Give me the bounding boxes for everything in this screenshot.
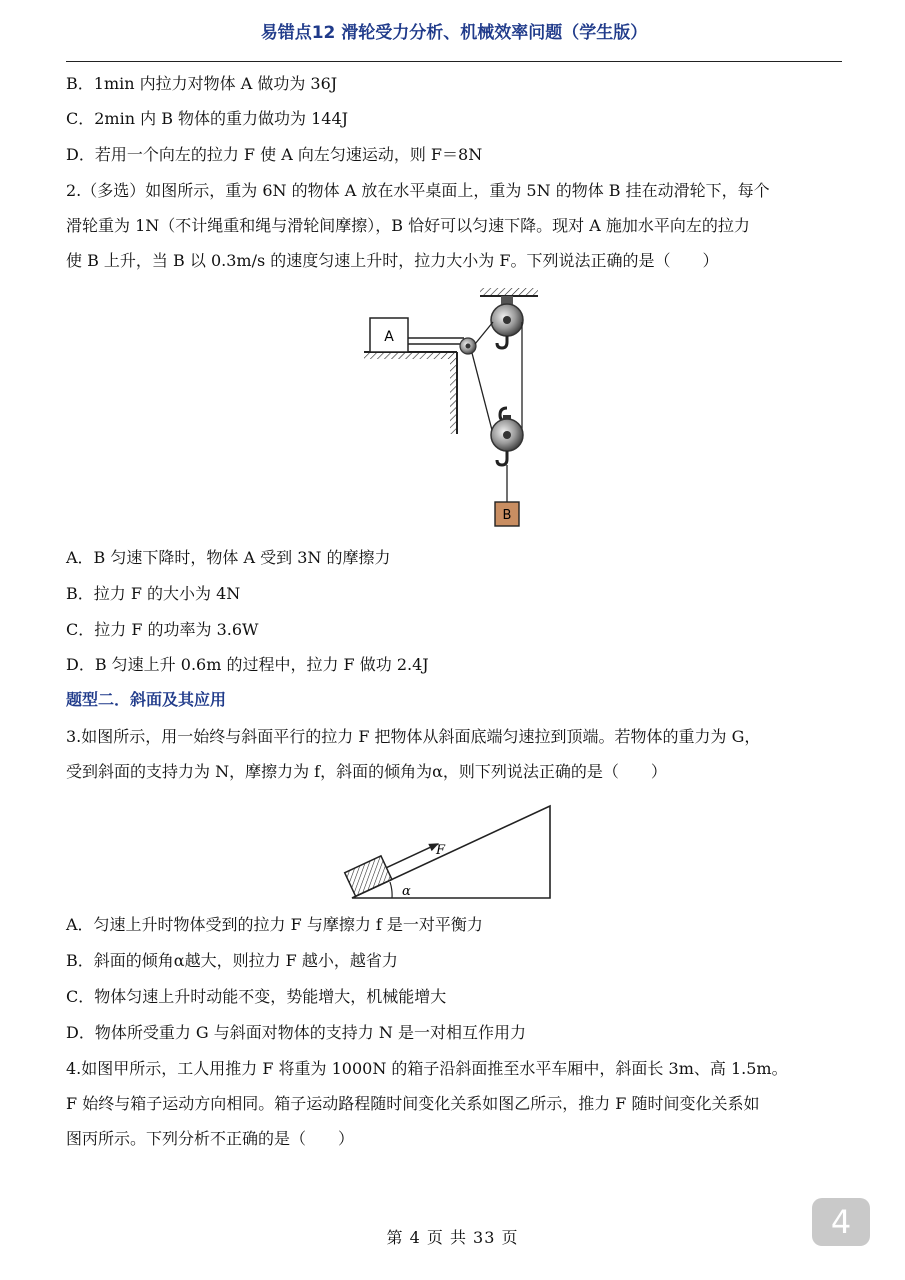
q4-stem-line-2: F 始终与箱子运动方向相同。箱子运动路程随时间变化关系如图乙所示，推力 F 随时间变化关系如 — [66, 1094, 760, 1113]
q3-option-c: C．物体匀速上升时动能不变，势能增大，机械能增大 — [66, 987, 447, 1006]
q3-option-a: A．匀速上升时物体受到的拉力 F 与摩擦力 f 是一对平衡力 — [66, 915, 483, 934]
q2-stem-line-3: 使 B 上升，当 B 以 0.3m/s 的速度匀速上升时，拉力大小为 F。下列说法正确的是（ ） — [66, 251, 719, 270]
q1-option-d: D．若用一个向左的拉力 F 使 A 向左匀速运动，则 F＝8N — [66, 145, 483, 164]
page-header-title: 易错点12 滑轮受力分析、机械效率问题（学生版） — [260, 23, 648, 43]
q2-option-b: B．拉力 F 的大小为 4N — [66, 584, 241, 603]
header-divider — [66, 61, 842, 62]
ceiling-hatch — [480, 288, 538, 296]
q2-stem-line-1: 2.（多选）如图所示，重为 6N 的物体 A 放在水平桌面上，重为 5N 的物体 B 挂在动滑轮下，每个 — [66, 181, 770, 200]
q2-option-d: D．B 匀速上升 0.6m 的过程中，拉力 F 做功 2.4J — [66, 655, 429, 674]
q4-stem-line-3: 图丙所示。下列分析不正确的是（ ） — [66, 1129, 355, 1148]
pulley-diagram — [360, 284, 550, 534]
angle-label: α — [402, 884, 411, 899]
q1-option-c: C．2min 内 B 物体的重力做功为 144J — [66, 109, 349, 128]
page-footer: 第 4 页 共 33 页 — [386, 1228, 519, 1247]
q2-stem-line-2: 滑轮重为 1N（不计绳重和绳与滑轮间摩擦），B 恰好可以匀速下降。现对 A 施加水平向左的拉力 — [66, 216, 750, 235]
q1-option-b: B．1min 内拉力对物体 A 做功为 36J — [66, 74, 338, 93]
force-label: F — [436, 843, 446, 858]
section-title: 题型二．斜面及其应用 — [66, 690, 227, 709]
page-number-badge[interactable]: 4 — [812, 1198, 870, 1246]
q3-option-d: D．物体所受重力 G 与斜面对物体的支持力 N 是一对相互作用力 — [66, 1023, 526, 1042]
q2-option-c: C．拉力 F 的功率为 3.6W — [66, 620, 259, 639]
q3-stem-line-1: 3.如图所示，用一始终与斜面平行的拉力 F 把物体从斜面底端匀速拉到顶端。若物体的重力为 G， — [66, 727, 761, 746]
q2-option-a: A．B 匀速下降时，物体 A 受到 3N 的摩擦力 — [66, 548, 391, 567]
q3-option-b: B．斜面的倾角α越大，则拉力 F 越小，越省力 — [66, 951, 398, 970]
q4-stem-line-1: 4.如图甲所示，工人用推力 F 将重为 1000N 的箱子沿斜面推至水平车厢中，斜面长 3m、高 1.5m。 — [66, 1059, 788, 1078]
block-a-label: A — [384, 329, 394, 345]
incline-diagram — [340, 800, 560, 905]
q3-stem-line-2: 受到斜面的支持力为 N，摩擦力为 f，斜面的倾角为α，则下列说法正确的是（ ） — [66, 762, 667, 781]
block-b-label: B — [502, 508, 512, 523]
